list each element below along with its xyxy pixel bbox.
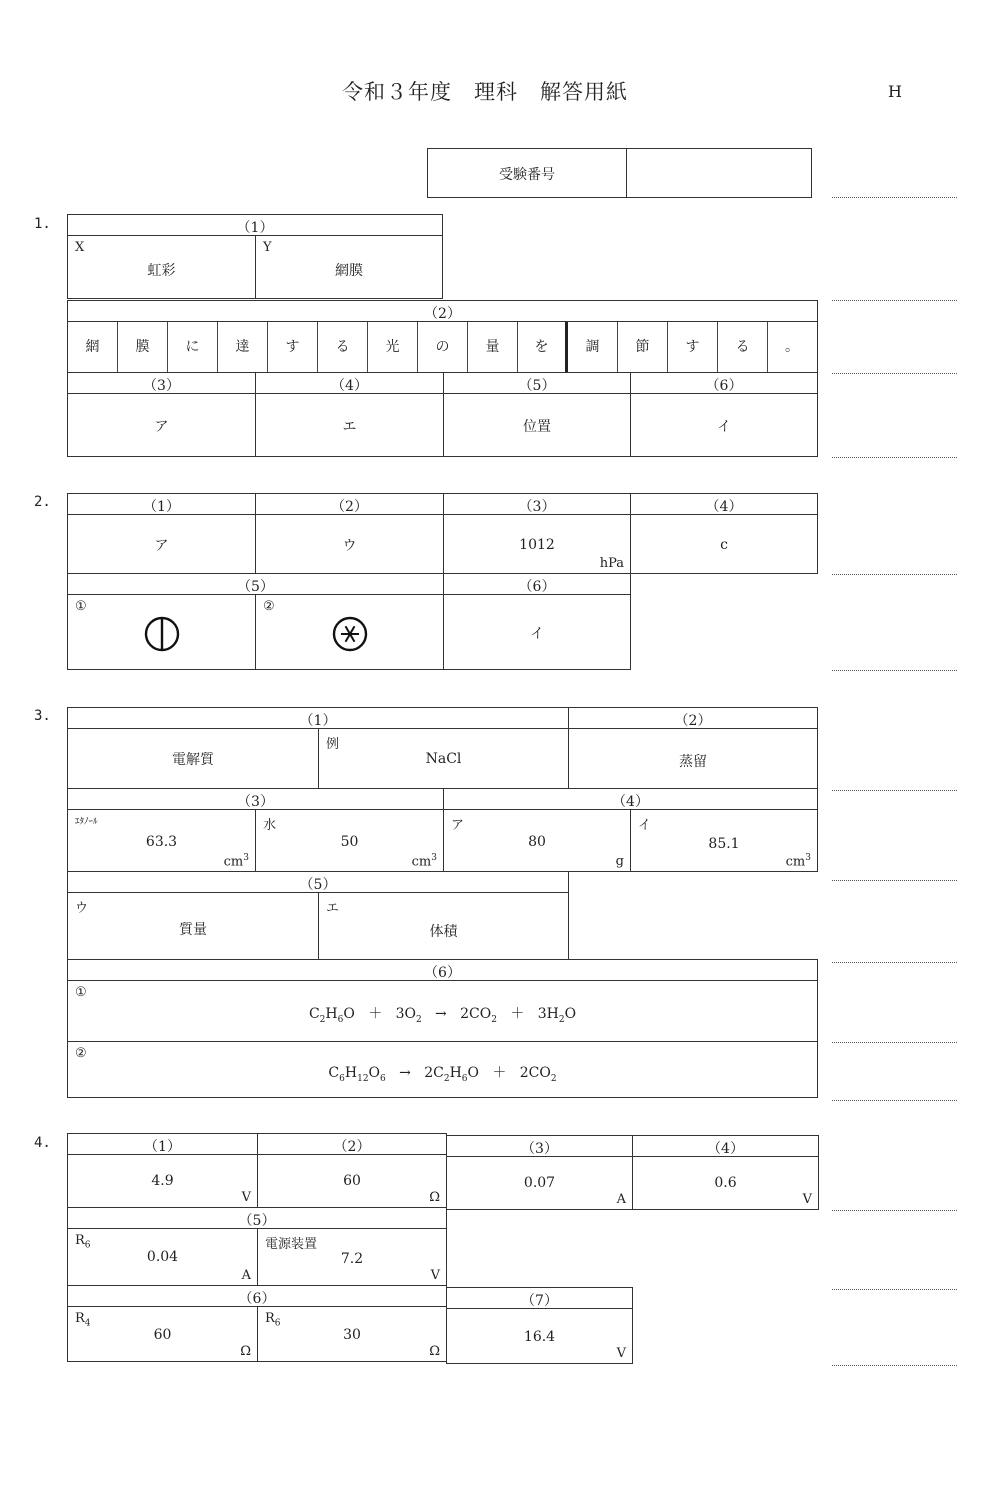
answer: 80 — [528, 834, 546, 850]
grid-char: 光 — [368, 322, 418, 372]
answer: 63.3 — [145, 834, 178, 850]
header-label: （5） — [238, 1213, 276, 1229]
q4-7-answer-box[interactable] — [446, 1308, 633, 1364]
answer: 1012 — [519, 537, 555, 553]
q2-6-answer-box[interactable] — [443, 594, 631, 670]
q2-4-answer-box[interactable] — [630, 514, 818, 574]
answer-x: 虹彩 — [147, 263, 176, 279]
q1-3-answer-box[interactable] — [67, 393, 256, 457]
header-label: （2） — [674, 713, 712, 729]
chemical-equation-2: $C_6H_{12}O_6$ → $2C_2H_6O$ ＋ $2CO_2$ — [328, 1065, 557, 1084]
unit: $cm^3$ — [411, 852, 437, 869]
header-label: （7） — [521, 1293, 558, 1309]
label-r4: $R_4$ — [75, 1311, 91, 1329]
answer: 7.2 — [340, 1251, 364, 1267]
answer: 4.9 — [151, 1173, 174, 1189]
marker-1: ① — [75, 599, 87, 614]
q2-5-header — [67, 573, 444, 595]
answer: 0.6 — [714, 1175, 737, 1191]
score-line — [832, 574, 957, 575]
score-line — [832, 300, 957, 301]
header-label: （2） — [331, 499, 368, 515]
unit: A — [616, 1192, 626, 1207]
q2-5-2-answer-box[interactable] — [255, 594, 444, 670]
header-label: （3） — [237, 794, 274, 810]
q2-4-header — [630, 493, 818, 515]
unit: g — [615, 854, 624, 869]
q3-4-a-box[interactable] — [443, 809, 631, 872]
header-label: （3） — [521, 1141, 558, 1157]
q4-4-header — [632, 1135, 819, 1157]
q1-6-answer-box[interactable] — [630, 393, 818, 457]
header-label: （2） — [424, 306, 461, 322]
exam-number-label: 受験番号 — [499, 167, 555, 183]
q1-2-writing-grid[interactable] — [67, 321, 818, 373]
label-r6: $R_6$ — [265, 1311, 281, 1329]
q3-1-example-box[interactable] — [318, 728, 569, 789]
q3-2-answer-box[interactable] — [568, 728, 818, 789]
score-line — [832, 790, 957, 791]
answer: 60 — [343, 1173, 361, 1189]
question-number-4: 4. — [34, 1135, 51, 1151]
answer: ウ — [342, 538, 357, 554]
q2-1-answer-box[interactable] — [67, 514, 256, 574]
header-label: （3） — [518, 499, 556, 515]
label-x: X — [75, 240, 85, 255]
score-line — [832, 880, 957, 881]
q1-6-header — [630, 372, 818, 394]
q1-3-header — [67, 372, 256, 394]
version-letter: H — [888, 82, 902, 101]
label-y: Y — [263, 240, 272, 255]
grid-char: 膜 — [118, 322, 168, 372]
q2-2-header — [255, 493, 444, 515]
q3-1-header — [67, 707, 569, 729]
unit: A — [241, 1268, 251, 1283]
marker-2: ② — [263, 599, 275, 614]
answer: 30 — [343, 1327, 361, 1343]
answer: 0.04 — [146, 1249, 179, 1265]
question-number-2: 2. — [34, 494, 51, 510]
q4-4-answer-box[interactable] — [632, 1156, 819, 1210]
header-label: （5） — [518, 378, 556, 394]
label-water: 水 — [263, 818, 277, 833]
label-i: イ — [638, 818, 652, 833]
grid-char: 調 — [568, 322, 618, 372]
header-label: （1） — [299, 713, 337, 729]
q1-1-header — [67, 214, 443, 236]
unit: Ω — [240, 1344, 251, 1359]
q4-5-power-supply-box[interactable] — [257, 1228, 447, 1286]
header-label: （5） — [299, 877, 337, 893]
answer: 質量 — [179, 922, 207, 938]
q3-6-header — [67, 959, 818, 981]
q4-3-header — [446, 1135, 633, 1157]
q4-1-header — [67, 1133, 258, 1155]
q3-4-header — [443, 788, 818, 810]
q3-1-left-answer-box[interactable] — [67, 728, 319, 789]
q1-5-answer-box[interactable] — [443, 393, 631, 457]
grid-char: 節 — [618, 322, 668, 372]
q3-3-water-box[interactable] — [255, 809, 444, 872]
q4-1-answer-box[interactable] — [67, 1154, 258, 1208]
answer: NaCl — [425, 751, 462, 767]
q3-5-e-box[interactable] — [318, 892, 569, 960]
weather-symbol-1-icon — [143, 615, 181, 653]
answer: 16.4 — [523, 1329, 556, 1345]
question-number-1: 1. — [34, 216, 51, 232]
score-line — [832, 373, 957, 374]
header-label: （4） — [612, 794, 649, 810]
header-label: （4） — [707, 1141, 744, 1157]
unit: V — [430, 1268, 440, 1283]
score-line — [832, 1210, 957, 1211]
q2-2-answer-box[interactable] — [255, 514, 444, 574]
grid-char: 。 — [785, 339, 799, 355]
page-title: 令和３年度 理科 解答用紙 — [342, 80, 628, 104]
marker-2: ② — [75, 1046, 87, 1061]
answer: エ — [342, 419, 357, 435]
unit: Ω — [429, 1344, 440, 1359]
answer: 50 — [340, 834, 359, 850]
q4-3-answer-box[interactable] — [446, 1156, 633, 1210]
answer: 0.07 — [523, 1175, 556, 1191]
grid-char: に — [168, 322, 218, 372]
answer: ア — [154, 419, 169, 435]
header-label: （6） — [705, 378, 743, 394]
q4-6-r6-box[interactable] — [257, 1306, 447, 1362]
unit: hPa — [599, 556, 624, 571]
unit: Ω — [429, 1190, 440, 1205]
q2-5-1-answer-box[interactable] — [67, 594, 256, 670]
grid-char: る — [318, 322, 368, 372]
exam-number-label-box — [427, 148, 627, 198]
q1-4-answer-box[interactable] — [255, 393, 444, 457]
header-label: （4） — [331, 378, 368, 394]
score-line — [832, 1365, 957, 1366]
grid-char: 網 — [68, 322, 118, 372]
answer: 蒸留 — [679, 754, 707, 770]
q2-1-header — [67, 493, 256, 515]
score-line — [832, 1042, 957, 1043]
answer: 85.1 — [708, 836, 740, 852]
q3-3-ethanol-box[interactable] — [67, 809, 256, 872]
q1-2-header — [67, 300, 818, 322]
grid-char: 達 — [218, 322, 268, 372]
label-e: エ — [326, 901, 340, 916]
header-label: （1） — [236, 220, 274, 236]
q1-5-header — [443, 372, 631, 394]
q1-1-y-box[interactable] — [255, 235, 443, 299]
chemical-equation-1: $C_2H_6O$ ＋ $3O_2$ → $2CO_2$ ＋ $3H_2O$ — [308, 1006, 577, 1025]
header-label: （1） — [144, 1139, 181, 1155]
unit: V — [802, 1192, 812, 1207]
q3-5-u-box[interactable] — [67, 892, 319, 960]
answer: 体積 — [429, 924, 458, 940]
header-label: （1） — [143, 499, 180, 515]
label-a: ア — [451, 818, 465, 833]
unit: $cm^3$ — [785, 852, 811, 869]
answer: イ — [717, 419, 731, 435]
q2-6-header — [443, 573, 631, 595]
score-line — [832, 962, 957, 963]
answer: ア — [154, 538, 169, 554]
label-r6: $R_6$ — [75, 1233, 91, 1251]
answer: 位置 — [523, 419, 551, 435]
answer: c — [720, 537, 728, 553]
grid-char: を — [518, 322, 568, 372]
unit: $cm^3$ — [223, 852, 249, 869]
q3-6-1-answer-box[interactable] — [67, 980, 818, 1042]
header-label: （2） — [333, 1139, 371, 1155]
q3-6-2-answer-box[interactable] — [67, 1041, 818, 1098]
q4-7-header — [446, 1287, 633, 1309]
q2-3-answer-box[interactable] — [443, 514, 631, 574]
score-line — [832, 670, 957, 671]
score-line — [832, 197, 957, 198]
score-line — [832, 457, 957, 458]
header-label: （3） — [143, 378, 180, 394]
grid-char: る — [718, 322, 768, 372]
header-label: （6） — [518, 579, 556, 595]
q3-2-header — [568, 707, 818, 729]
exam-number-field[interactable] — [626, 148, 812, 198]
answer: 60 — [153, 1327, 172, 1343]
label-u: ウ — [75, 901, 89, 916]
answer-y: 網膜 — [335, 263, 363, 279]
header-label: （6） — [238, 1291, 276, 1307]
q3-3-header — [67, 788, 444, 810]
score-line — [832, 1100, 957, 1101]
header-label: （5） — [237, 579, 274, 595]
unit: V — [616, 1346, 626, 1361]
q4-2-header — [257, 1133, 447, 1155]
q3-4-i-box[interactable] — [630, 809, 818, 872]
q1-1-x-box[interactable] — [67, 235, 256, 299]
label-ethanol: ｴﾀﾉｰﾙ — [75, 817, 98, 827]
grid-char: 量 — [468, 322, 518, 372]
answer: 電解質 — [172, 752, 214, 768]
q3-5-header — [67, 871, 569, 893]
q4-5-header — [67, 1207, 447, 1229]
header-label: （4） — [705, 499, 743, 515]
marker-1: ① — [75, 985, 87, 1000]
header-label: （6） — [424, 965, 461, 981]
grid-char: す — [268, 322, 318, 372]
q2-3-header — [443, 493, 631, 515]
q4-6-header — [67, 1285, 447, 1307]
q4-6-r4-box[interactable] — [67, 1306, 258, 1362]
question-number-3: 3. — [34, 708, 51, 724]
unit: V — [241, 1190, 251, 1205]
weather-symbol-2-icon — [331, 615, 369, 653]
q4-5-r6-box[interactable] — [67, 1228, 258, 1286]
example-label: 例 — [326, 737, 340, 752]
grid-char: の — [418, 322, 468, 372]
answer: イ — [530, 626, 544, 642]
q1-4-header — [255, 372, 444, 394]
score-line — [832, 1289, 957, 1290]
grid-char: す — [668, 322, 718, 372]
label-power-supply: 電源装置 — [265, 1237, 318, 1252]
q4-2-answer-box[interactable] — [257, 1154, 447, 1208]
